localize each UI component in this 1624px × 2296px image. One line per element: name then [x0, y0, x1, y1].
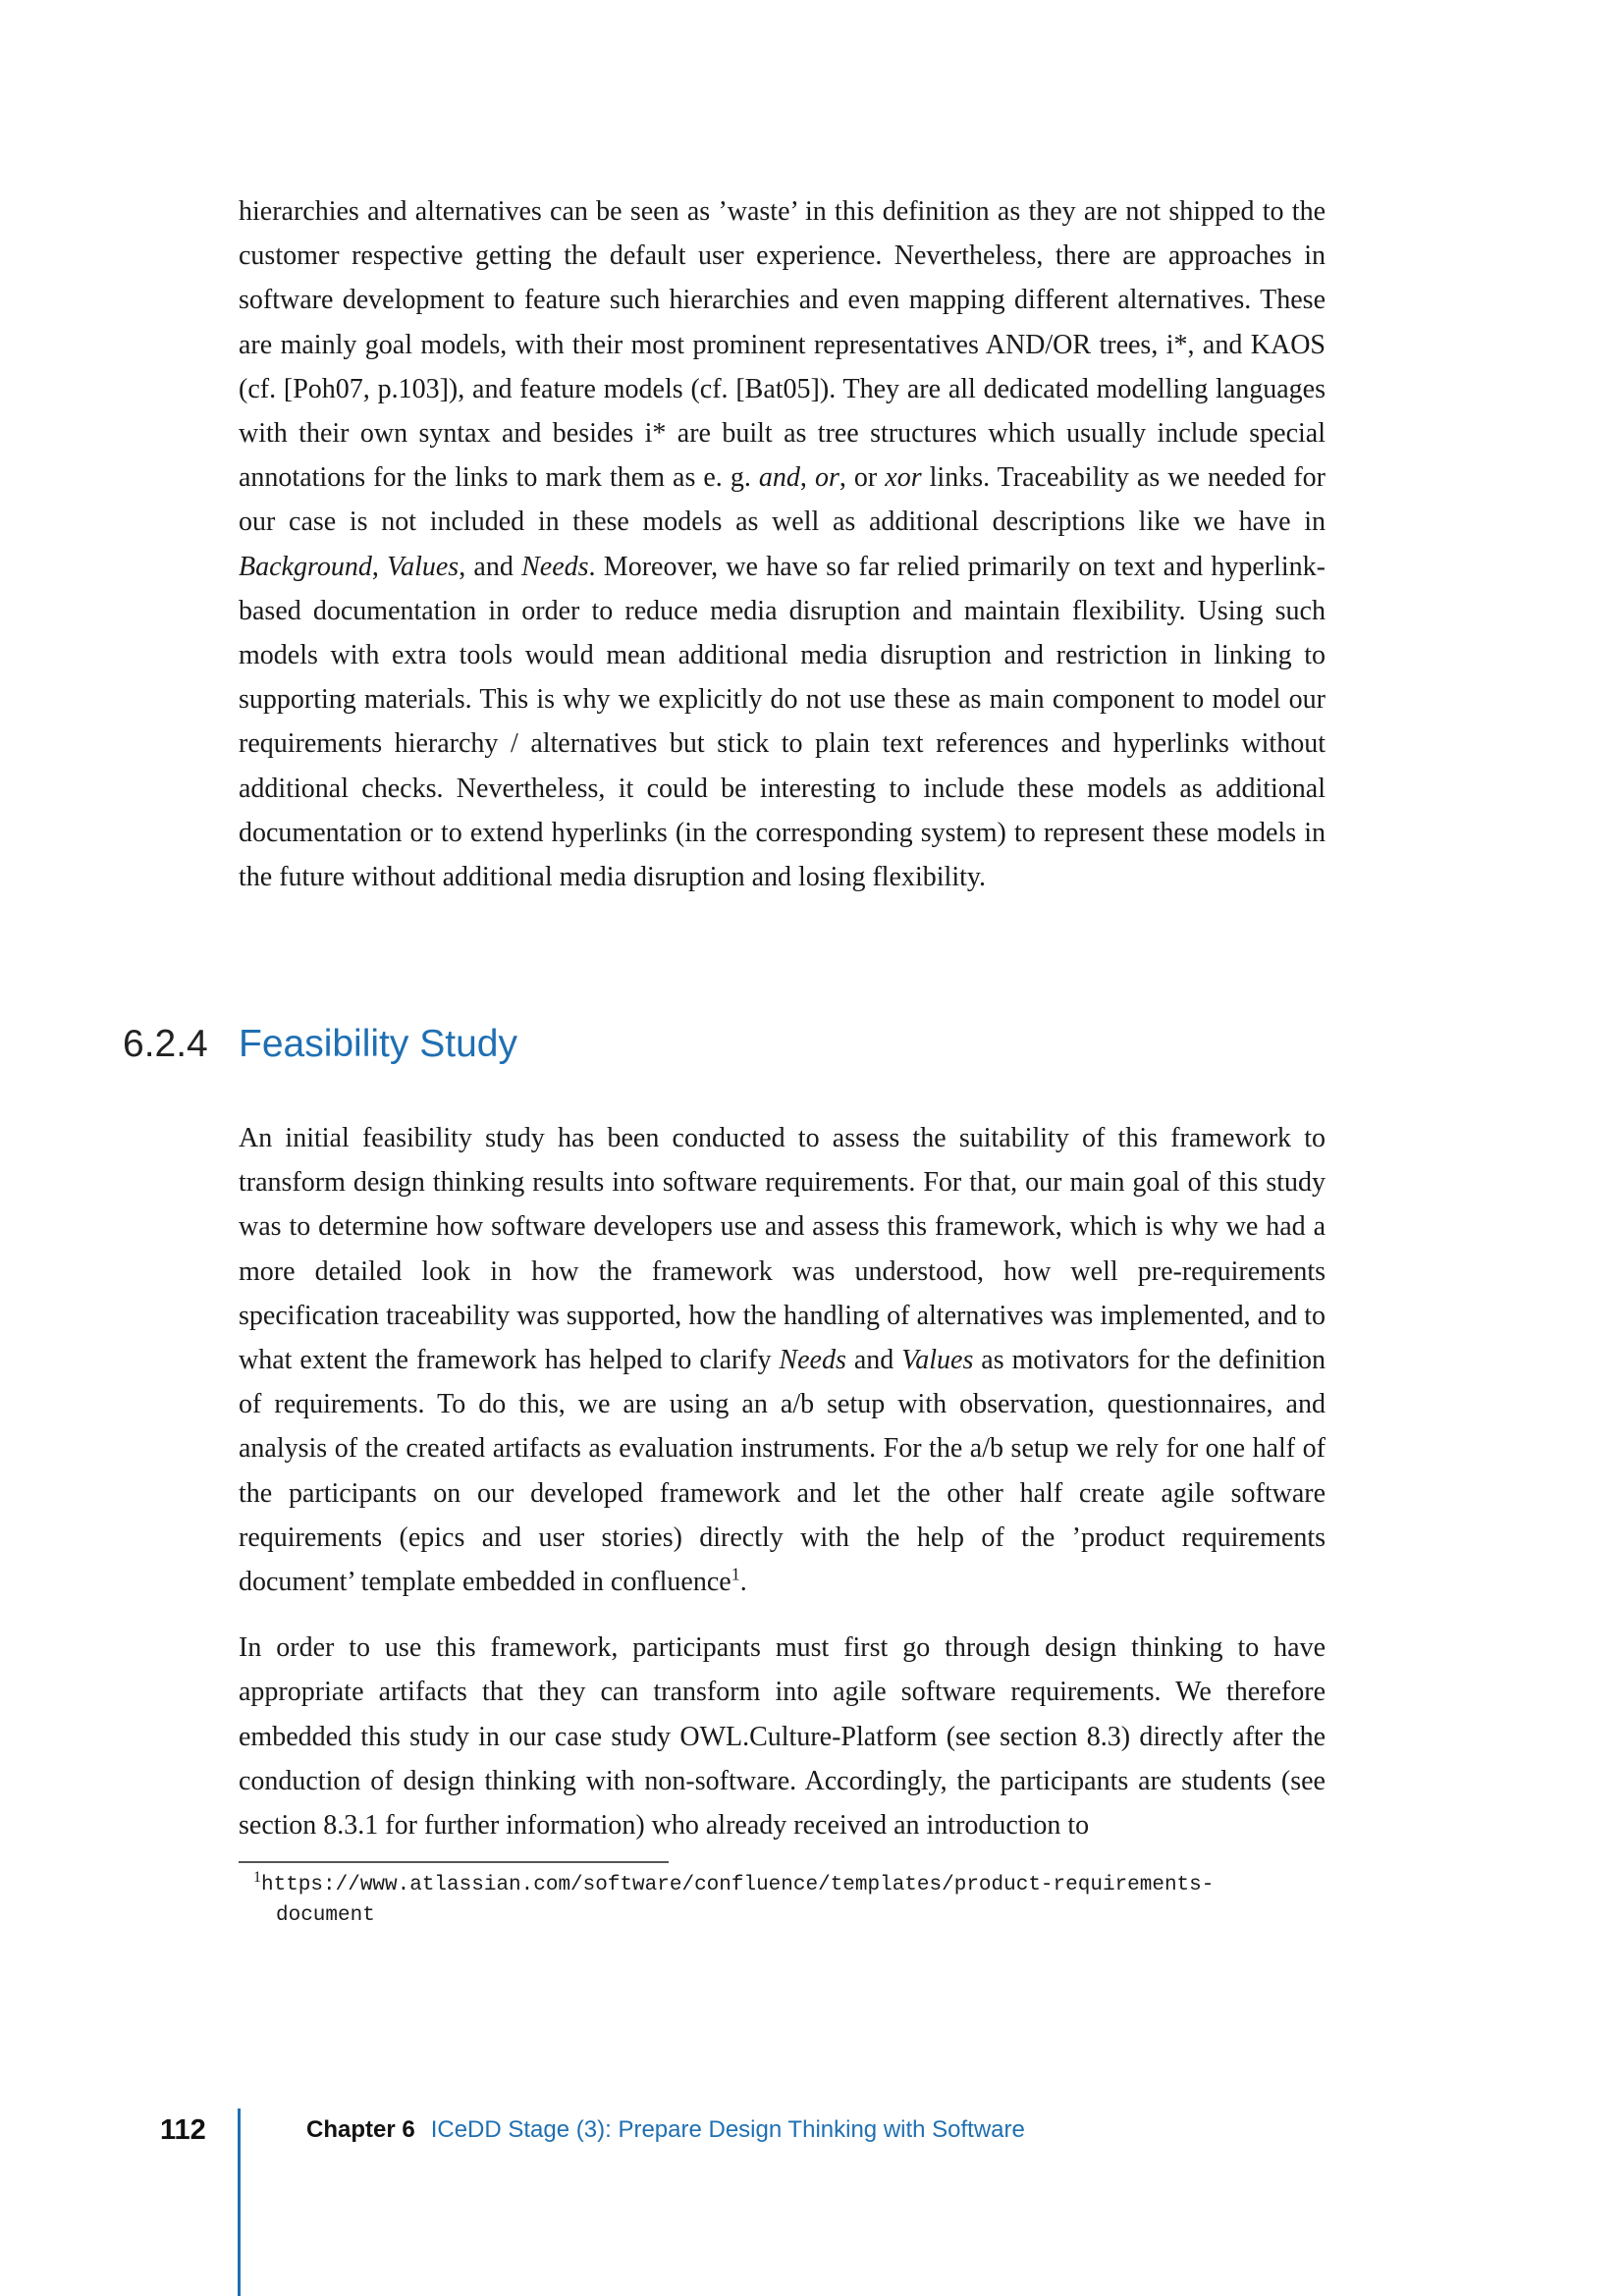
emph-and: and — [758, 462, 800, 494]
paragraph-feasibility: An initial feasibility study has been conducted to assess the suitability of this framework to transform design thinking results into software requirements. For that, our main goal of this study was to determine how software developers use and assess this framework, which is why we had a more detailed look in how the framework was understood, how well pre-requirements specification traceability was supported, how the handling of alternatives was implemented, and to what extent the framework has helped to clarify Needs and Values as motivators for the definition of requirements. To do this, we are using an a/b setup with observation, questionnaires, and analysis of the created artifacts as evaluation instruments. For the a/b setup we rely for one half of the participants on our developed framework and let the other half create agile software requirements (epics and user stories) directly with the help of the ’product requirements document’ template embedded in confluence$^1$. — [239, 1123, 1326, 1598]
paragraph-hierarchies: hierarchies and alternatives can be seen as ’waste’ in this definition as they are not shipped to the customer respective getting the default user experience. Nevertheless, there are approaches in software development to feature such hierarchies and even mapping different alternatives. These are mainly goal models, with their most prominent representatives AND/OR trees, i*, and KAOS (cf. [Poh07, p.103]), and feature models (cf. [Bat05]). They are all dedicated modelling languages with their own syntax and besides i* are built as tree structures which usually include special annotations for the links to mark them as e. g. and, or, or xor links. Traceability as we needed for our case is not included in these models as well as additional descriptions like we have in Background, Values, and Needs. Moreover, we have so far relied primarily on text and hyperlink-based documentation in order to reduce media disruption and maintain flexibility. Using such models with extra tools would mean additional media disruption and restriction in linking to supporting materials. This is why we explicitly do not use these as main component to model our requirements hierarchy / alternatives but stick to plain text references and hyperlinks without additional checks. Nevertheless, it could be interesting to include these models as additional documentation or to extend hyperlinks (in the corresponding system) to represent these models in the future without additional media disruption and losing flexibility. — [239, 196, 1326, 893]
emph-values-2: Values — [901, 1345, 974, 1376]
body-text-block-2 — [239, 1116, 1326, 1847]
footnote-url-line-2[interactable]: document — [276, 1904, 375, 1927]
running-head — [306, 2113, 1025, 2147]
section-title: Feasibility Study — [239, 1023, 517, 1065]
section-number: 6.2.4 — [123, 1023, 208, 1065]
footnote-mark: 1 — [253, 1869, 261, 1886]
emph-values: Values — [387, 551, 460, 582]
body-text-block-1 — [239, 189, 1326, 899]
footnote-divider — [239, 1861, 669, 1863]
footnote — [253, 1870, 1324, 1931]
footnote-reference[interactable]: 1 — [731, 1564, 740, 1584]
footer-divider — [238, 2109, 241, 2296]
footnote-url-line-1[interactable]: https://www.atlassian.com/software/confluence/templates/product-requirements- — [261, 1874, 1215, 1896]
emph-or: or — [814, 462, 839, 494]
page-number: 112 — [160, 2114, 206, 2146]
running-head-title: ICeDD Stage (3): Prepare Design Thinking with Software — [430, 2116, 1025, 2143]
section-heading — [123, 1019, 517, 1070]
emph-needs-2: Needs — [779, 1345, 846, 1376]
emph-background: Background — [239, 551, 372, 582]
running-head-chapter: Chapter 6 — [306, 2116, 415, 2143]
emph-needs: Needs — [521, 551, 589, 582]
paragraph-participants: In order to use this framework, participants must first go through design thinking to have appropriate artifacts that they can transform into agile software requirements. We therefore embedded this study in our case study OWL.Culture-Platform (see section 8.3) directly after the conduction of design thinking with non-software. Accordingly, the participants are students (see section 8.3.1 for further information) who already received an introduction to — [239, 1632, 1326, 1842]
emph-xor: xor — [885, 462, 922, 494]
